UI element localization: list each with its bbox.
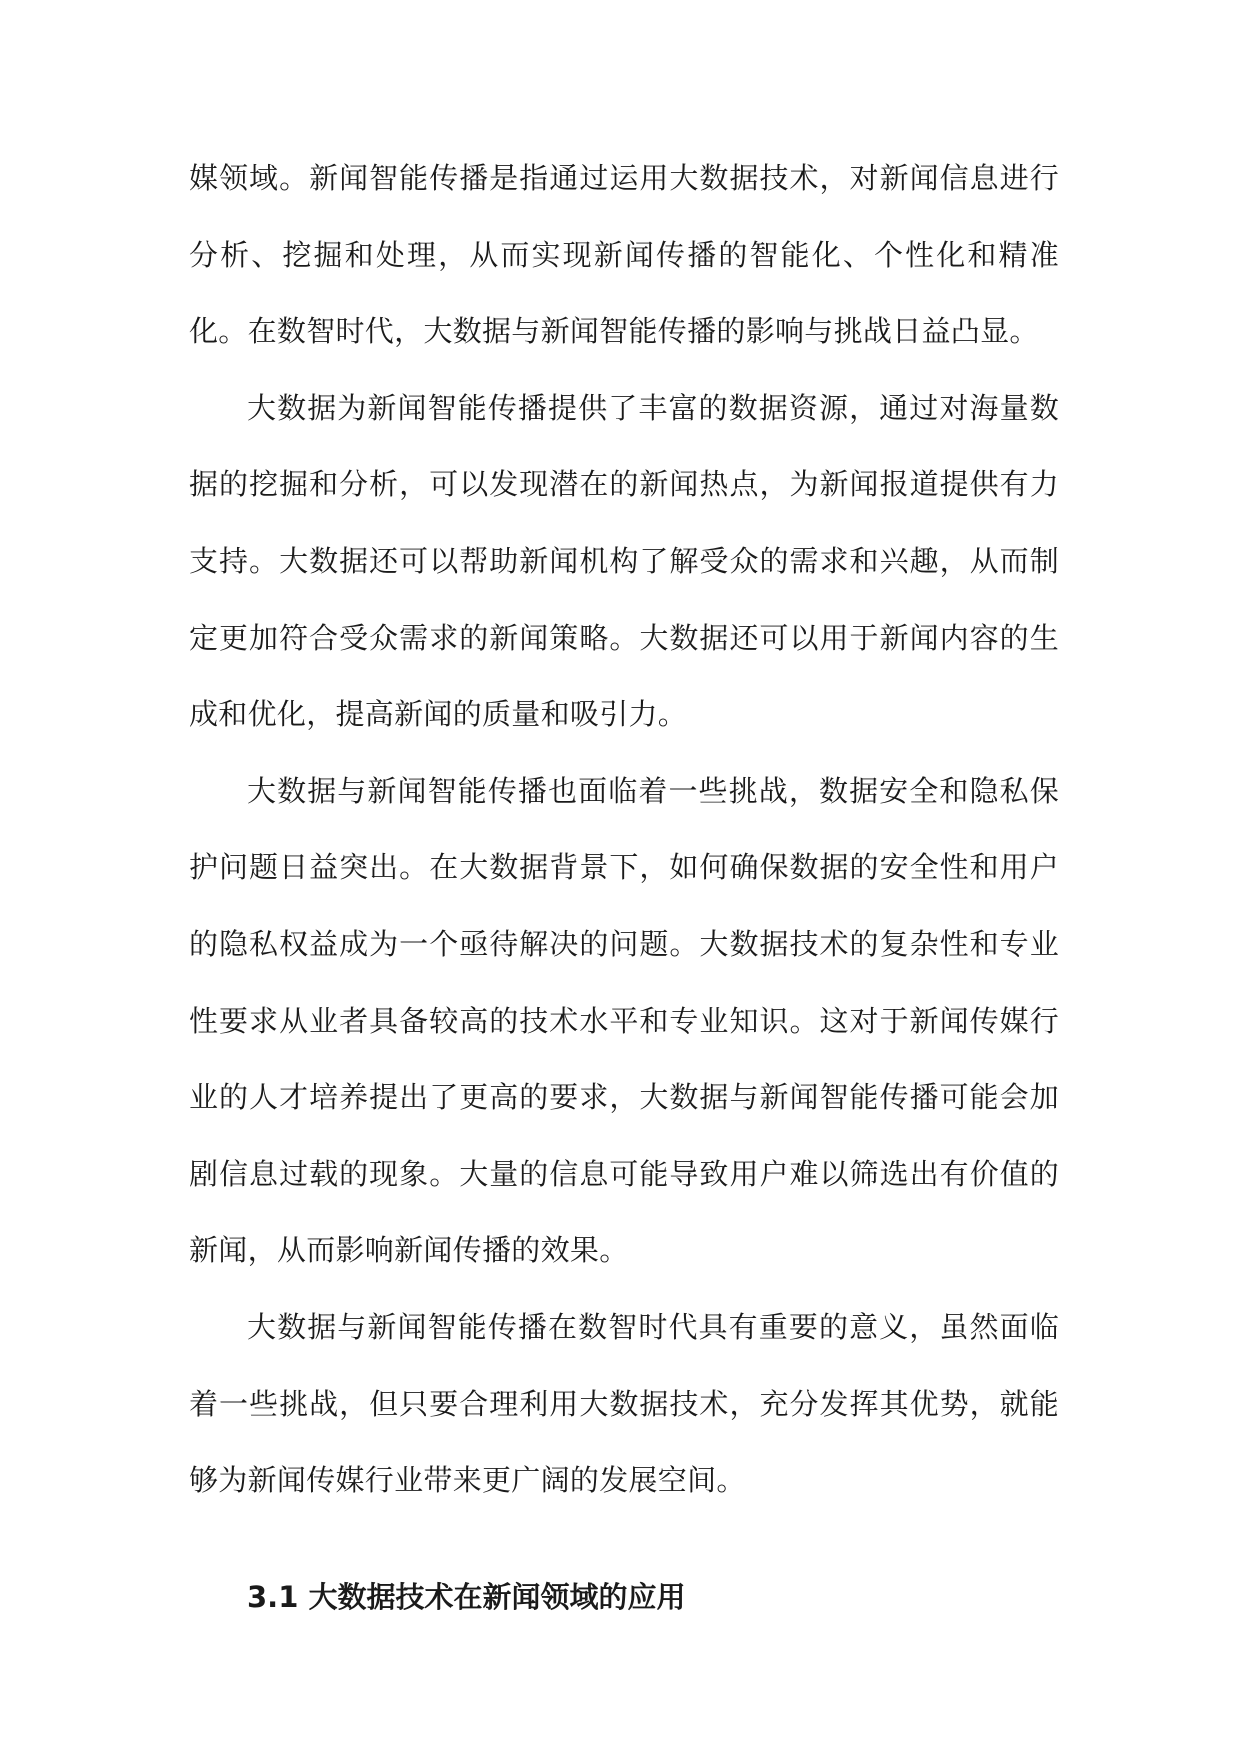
paragraph-4: 大数据与新闻智能传播在数智时代具有重要的意义，虽然面临着一些挑战，但只要合理利用大数据技术，充分发挥其优势，就能够为新闻传媒行业带来更广阔的发展空间。: [189, 1309, 1059, 1498]
paragraph-3: 大数据与新闻智能传播也面临着一些挑战，数据安全和隐私保护问题日益突出。在大数据背景下，如何确保数据的安全性和用户的隐私权益成为一个亟待解决的问题。大数据技术的复杂性和专业性要求从业者具备较高的技术水平和专业知识。这对于新闻传媒行业的人才培养提出了更高的要求，大数据与新闻智能传播可能会加剧信息过载的现象。大量的信息可能导致用户难以筛选出有价值的新闻，从而影响新闻传播的效果。: [189, 773, 1059, 1268]
paragraph-1: 媒领域。新闻智能传播是指通过运用大数据技术，对新闻信息进行分析、挖掘和处理，从而实现新闻传播的智能化、个性化和精准化。在数智时代，大数据与新闻智能传播的影响与挑战日益凸显。: [189, 161, 1059, 349]
document-body: [189, 140, 1059, 1635]
paragraph-2: 大数据为新闻智能传播提供了丰富的数据资源，通过对海量数据的挖掘和分析，可以发现潜在的新闻热点，为新闻报道提供有力支持。大数据还可以帮助新闻机构了解受众的需求和兴趣，从而制定更加符合受众需求的新闻策略。大数据还可以用于新闻内容的生成和优化，提高新闻的质量和吸引力。: [189, 390, 1059, 732]
section-heading: 3.1 大数据技术在新闻领域的应用: [247, 1579, 686, 1614]
